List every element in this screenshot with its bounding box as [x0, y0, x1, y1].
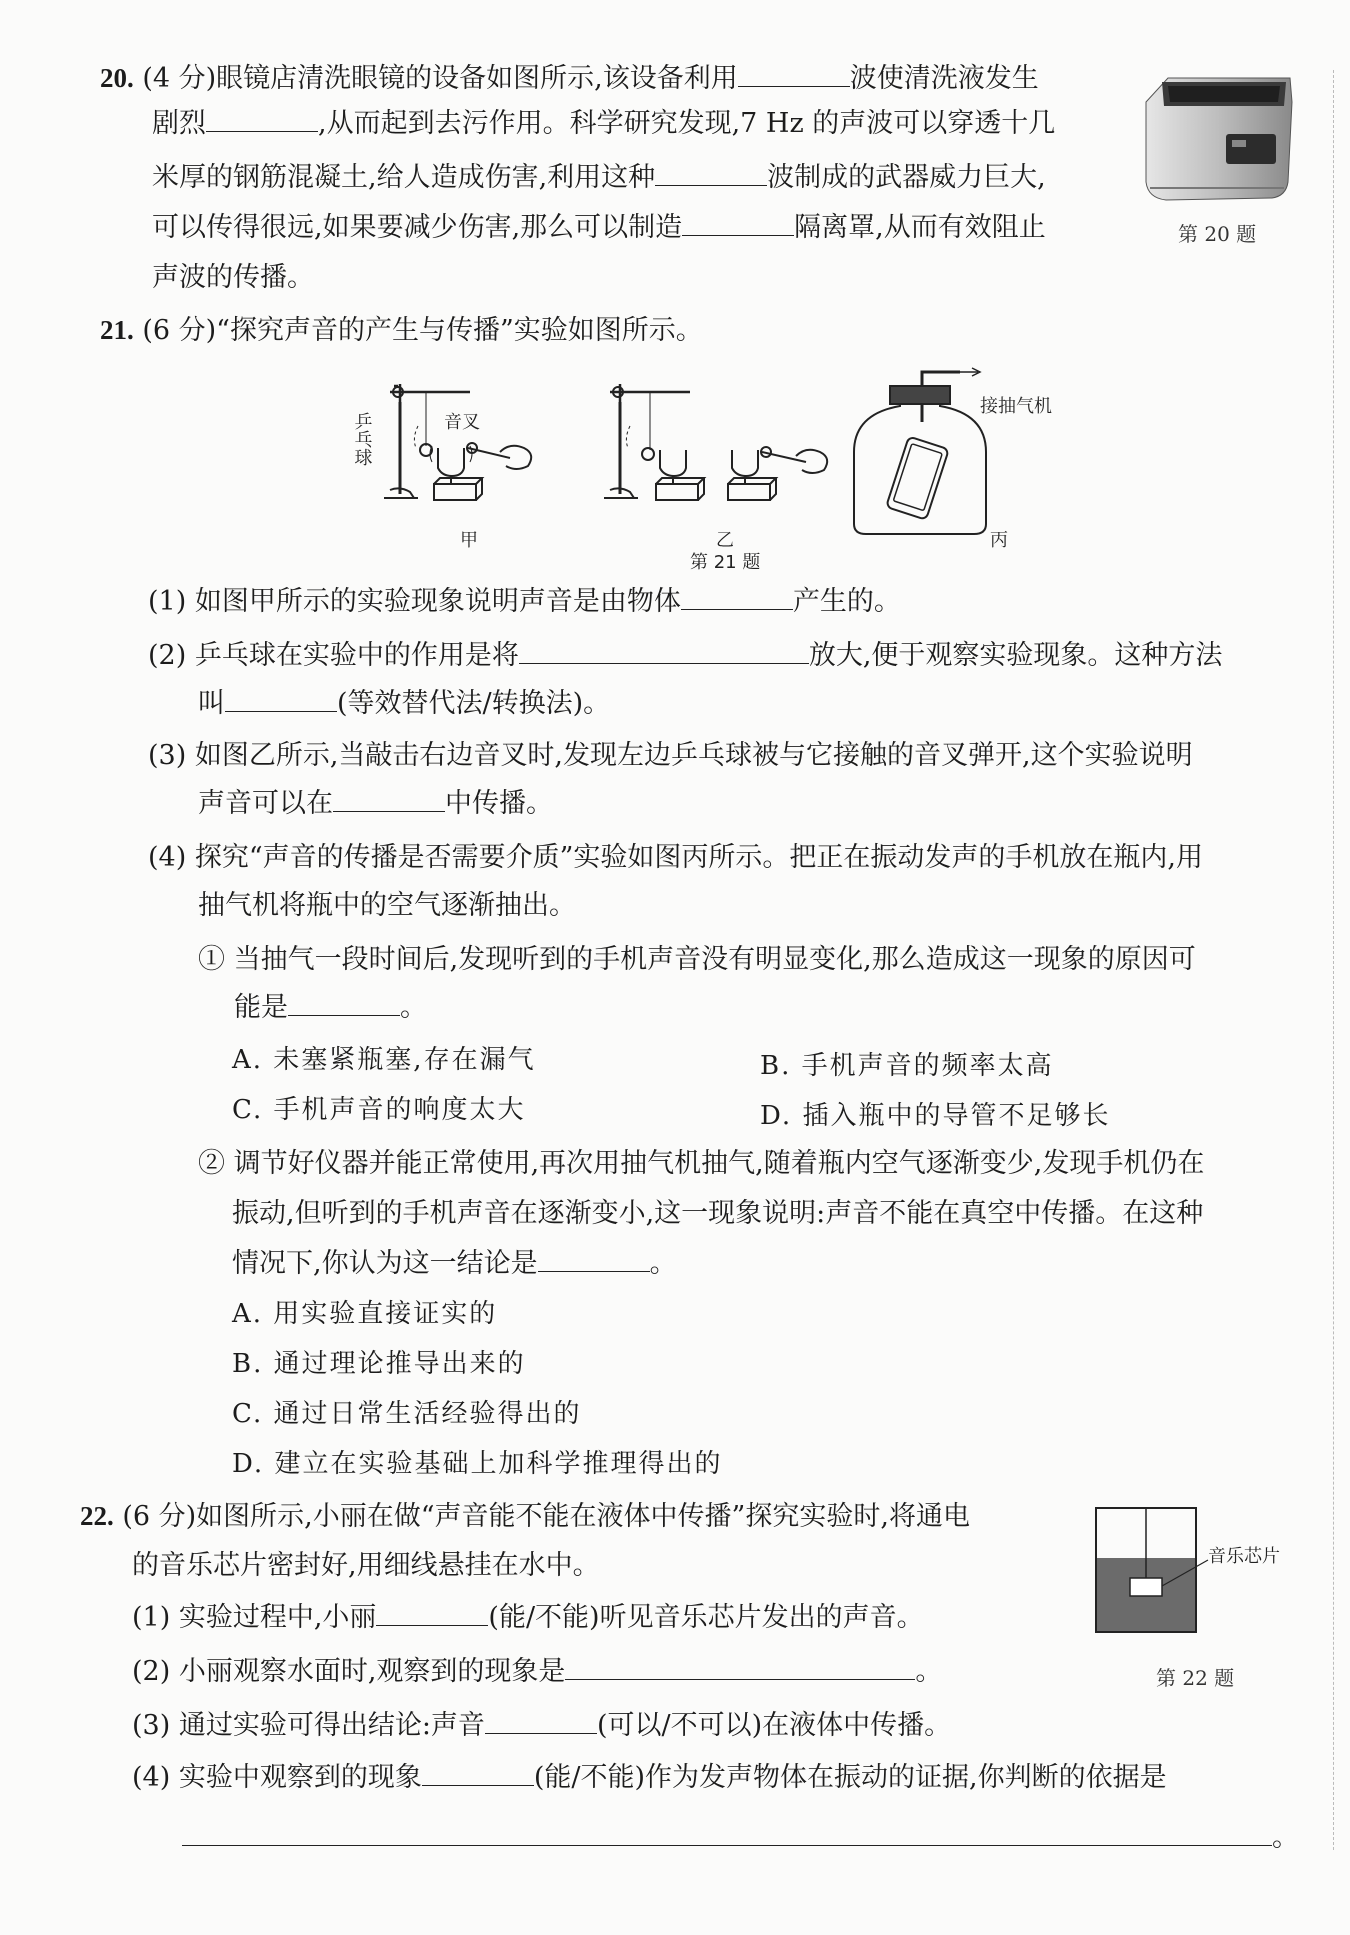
q21-part-2b — [198, 684, 610, 724]
q21-blank-2[interactable] — [519, 637, 809, 664]
q22-text: 。 — [915, 1656, 943, 1687]
q21-part-3: (3) 如图乙所示,当敲击右边音叉时,发现左边乒乓球被与它接触的音叉弹开,这个实验说明 — [148, 740, 1193, 771]
q20-text: ,从而起到去污作用。科学研究发现,7 Hz 的声波可以穿透十几 — [318, 108, 1056, 139]
q21-s2-option-c[interactable]: C. 通过日常生活经验得出的 — [232, 1399, 582, 1429]
q21-intro-text: (6 分)“探究声音的产生与传播”实验如图所示。 — [142, 315, 703, 346]
q21-sub-2b: 振动,但听到的手机声音在逐渐变小,这一现象说明:声音不能在真空中传播。在这种 — [232, 1198, 1204, 1229]
figure-label-a: 甲 — [460, 530, 478, 551]
q20-text: 波使清洗液发生 — [849, 63, 1039, 94]
q21-part-4: (4) 探究“声音的传播是否需要介质”实验如图丙所示。把正在振动发声的手机放在瓶内,用 — [148, 842, 1204, 873]
q20-caption: 第 20 题 — [1178, 222, 1257, 246]
q22-text: (6 分)如图所示,小丽在做“声音能不能在液体中传播”探究实验时,将通电 — [122, 1501, 970, 1532]
q21-text: 情况下,你认为这一结论是 — [232, 1248, 538, 1279]
q20-text: 米厚的钢筋混凝土,给人造成伤害,利用这种 — [152, 162, 656, 193]
q22-text: (3) 通过实验可得出结论:声音 — [132, 1710, 485, 1741]
q21-s1-option-c[interactable]: C. 手机声音的响度太大 — [232, 1095, 526, 1125]
q20-line-5: 声波的传播。 — [152, 262, 314, 293]
q22-blank-3[interactable] — [485, 1707, 597, 1734]
q21-text: (2) 乒乓球在实验中的作用是将 — [148, 640, 519, 671]
q21-s1-option-d[interactable]: D. 插入瓶中的导管不足够长 — [760, 1101, 1111, 1131]
q21-text: 能是 — [234, 992, 288, 1023]
q21-figure — [351, 362, 1100, 573]
q22-text: (可以/不可以)在液体中传播。 — [596, 1710, 952, 1741]
q21-sub-1b — [234, 988, 427, 1028]
q20-blank-3[interactable] — [655, 159, 767, 186]
q22-part-4b — [182, 1818, 1299, 1858]
q22-text: (2) 小丽观察水面时,观察到的现象是 — [132, 1656, 566, 1687]
q20-text: (4 分)眼镜店清洗眼镜的设备如图所示,该设备利用 — [142, 63, 738, 94]
q21-blank-3[interactable] — [225, 685, 337, 712]
q20-line-4 — [152, 208, 1046, 248]
q22-blank-4[interactable] — [422, 1759, 534, 1786]
q22-blank-1[interactable] — [376, 1599, 488, 1626]
q21-part-2 — [148, 636, 1222, 676]
q22-blank-2[interactable] — [565, 1653, 915, 1680]
q21-sub-1: ① 当抽气一段时间后,发现听到的手机声音没有明显变化,那么造成这一现象的原因可 — [198, 944, 1196, 975]
q20-line-3 — [152, 158, 1046, 198]
q21-blank-6[interactable] — [538, 1245, 650, 1272]
q21-number: 21. — [100, 315, 134, 345]
fork-label: 音叉 — [444, 412, 480, 433]
q22-text: (能/不能)作为发声物体在振动的证据,你判断的依据是 — [533, 1762, 1167, 1793]
q20-line-2 — [152, 104, 1055, 144]
figure-label-b: 乙 — [716, 530, 734, 551]
q21-s1-option-b[interactable]: B. 手机声音的频率太高 — [760, 1051, 1054, 1081]
q20-text: 隔离罩,从而有效阻止 — [794, 212, 1046, 243]
q21-blank-5[interactable] — [288, 989, 400, 1016]
q22-blank-5[interactable] — [182, 1819, 1272, 1846]
figure-label-c: 丙 — [990, 530, 1008, 551]
ball-label: 乒乓球 — [351, 412, 373, 466]
q20-line-1 — [100, 58, 1039, 99]
q21-sub-2c — [232, 1244, 677, 1284]
q22-line-2: 的音乐芯片密封好,用细线悬挂在水中。 — [132, 1550, 600, 1581]
q21-s2-option-a[interactable]: A. 用实验直接证实的 — [232, 1299, 498, 1329]
q22-part-3 — [132, 1706, 951, 1746]
q21-blank-1[interactable] — [681, 583, 793, 610]
q22-text: 。 — [1272, 1822, 1299, 1853]
q22-part-1 — [132, 1598, 924, 1638]
q21-text: 中传播。 — [445, 788, 553, 819]
q22-text: (4) 实验中观察到的现象 — [132, 1762, 422, 1793]
q20-blank-1[interactable] — [738, 60, 850, 87]
q22-part-4 — [132, 1758, 1167, 1798]
q21-part-3b — [198, 784, 553, 824]
q21-sub-2: ② 调节好仪器并能正常使用,再次用抽气机抽气,随着瓶内空气逐渐变少,发现手机仍在 — [198, 1148, 1205, 1179]
q21-part-4b: 抽气机将瓶中的空气逐渐抽出。 — [198, 890, 576, 921]
q21-text: 。 — [649, 1248, 677, 1279]
q22-text: (能/不能)听见音乐芯片发出的声音。 — [488, 1602, 924, 1633]
q21-text: 声音可以在 — [198, 788, 333, 819]
q22-line-1 — [80, 1496, 970, 1537]
q21-line-intro — [100, 310, 703, 351]
q21-s2-option-b[interactable]: B. 通过理论推导出来的 — [232, 1349, 526, 1379]
q22-text: (1) 实验过程中,小丽 — [132, 1602, 377, 1633]
q21-text: 叫 — [198, 688, 225, 719]
q21-text: 。 — [400, 992, 427, 1023]
q20-number: 20. — [100, 63, 134, 93]
q22-number: 22. — [80, 1501, 114, 1531]
chip-label: 音乐芯片 — [1208, 1546, 1280, 1567]
q21-text: (等效替代法/转换法)。 — [337, 688, 611, 719]
pump-label: 接抽气机 — [980, 396, 1052, 417]
q21-s1-option-a[interactable]: A. 未塞紧瓶塞,存在漏气 — [232, 1045, 536, 1075]
q21-s2-option-d[interactable]: D. 建立在实验基础上加科学推理得出的 — [232, 1449, 723, 1479]
q20-blank-2[interactable] — [206, 105, 318, 132]
q21-part-1 — [148, 582, 901, 622]
ultrasonic-cleaner-image — [1138, 70, 1298, 210]
q20-text: 剧烈 — [152, 108, 206, 139]
q21-caption: 第 21 题 — [690, 552, 761, 573]
q22-part-2 — [132, 1652, 942, 1692]
q21-blank-4[interactable] — [333, 785, 445, 812]
q22-figure — [1094, 1506, 1334, 1666]
q22-caption: 第 22 题 — [1156, 1666, 1235, 1690]
q21-text: 放大,便于观察实验现象。这种方法 — [808, 640, 1223, 671]
q21-text: (1) 如图甲所示的实验现象说明声音是由物体 — [148, 586, 681, 617]
q21-text: 产生的。 — [792, 586, 901, 617]
q20-text: 波制成的武器威力巨大, — [767, 162, 1046, 193]
q20-blank-4[interactable] — [682, 209, 794, 236]
q20-text: 可以传得很远,如果要减少伤害,那么可以制造 — [152, 212, 683, 243]
